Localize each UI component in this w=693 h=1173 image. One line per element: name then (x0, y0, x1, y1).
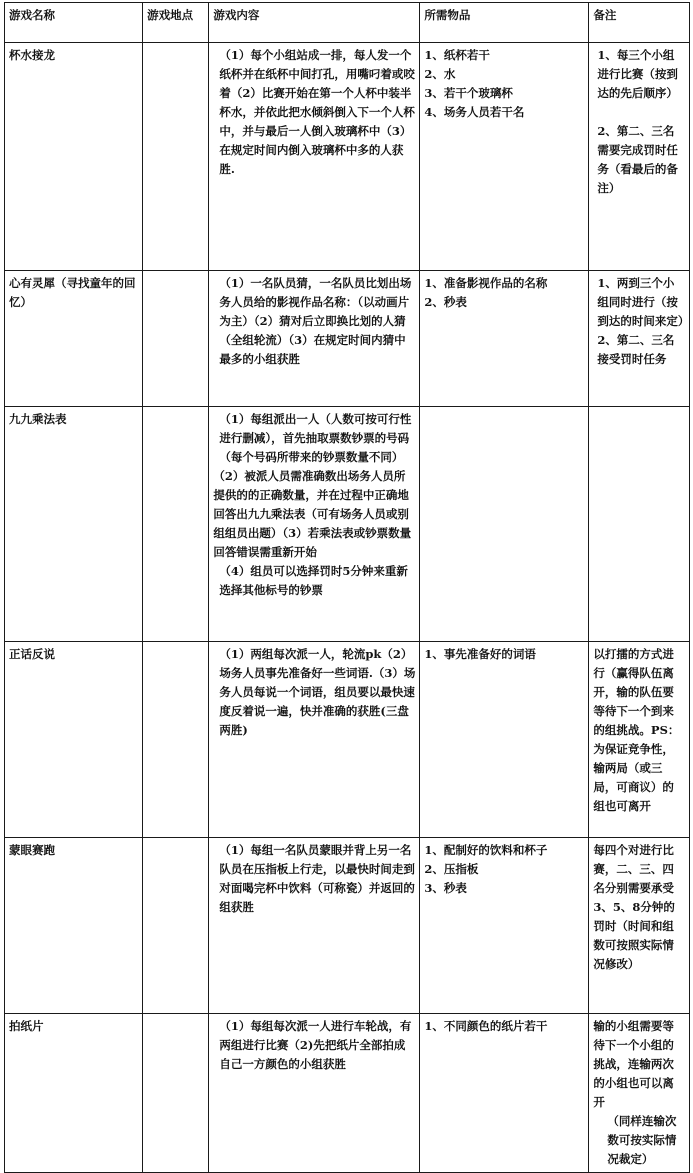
table-row (5, 642, 690, 838)
item-line: 2、压指板 (424, 862, 479, 876)
game-name-cell: 杯水接龙 (5, 43, 143, 271)
notes-cell (589, 1014, 690, 1173)
note-line: 1、每三个小组进行比赛（按到达的先后顺序） (597, 48, 678, 100)
note-spacer (593, 103, 685, 122)
game-location-cell (143, 407, 209, 642)
note-line: 2、第二、三名需要完成罚时任务（看最后的备注） (597, 124, 678, 195)
content-paragraph: （1）每组每次派一人进行车轮战，有两组进行比赛（2)先把纸片全部拍成自己一方颜色的小组获胜 (219, 1019, 412, 1071)
item-line: 1、准备影视作品的名称 (424, 276, 548, 290)
notes-cell (589, 43, 690, 271)
content-paragraph: （1）一名队员猜，一名队员比划出场务人员给的影视作品名称：（以动画片为主）（2）猜对后立即换比划的人猜（全组轮流）（3）在规定时间内猜中最多的小组获胜 (219, 276, 412, 366)
required-items-cell (420, 43, 589, 271)
game-content-cell (209, 642, 420, 838)
required-items-cell (420, 1014, 589, 1173)
table-row (5, 1014, 690, 1173)
game-content-cell (209, 43, 420, 271)
required-items-cell (420, 271, 589, 407)
item-line: 2、水 (424, 67, 456, 81)
content-paragraph: （1）每组一名队员蒙眼并背上另一名队员在压指板上行走，以最快时间走到对面喝完杯中饮料（可称瓷）并返回的组获胜 (219, 843, 415, 914)
header-game-name: 游戏名称 (5, 3, 143, 43)
notes-cell (589, 642, 690, 838)
note-line: 2、第二、三名接受罚时任务 (597, 333, 675, 366)
game-location-cell (143, 642, 209, 838)
table-row (5, 271, 690, 407)
item-line: 1、事先准备好的词语 (424, 647, 536, 661)
note-line: 以打擂的方式进行（赢得队伍离开，输的队伍要等待下一个到来的组挑战。PS：为保证竞争性，输两局（或三局，可商议）的组也可离开 (593, 647, 680, 813)
game-location-cell (143, 1014, 209, 1173)
table-row (5, 838, 690, 1014)
game-content-cell (209, 271, 420, 407)
content-paragraph: （1）每个小组站成一排，每人发一个纸杯并在纸杯中间打孔，用嘴叼着或咬着（2）比赛开始在第一个人杯中装半杯水，并依此把水倾斜倒入下一个人杯中，并与最后一人倒入玻璃杯中（3）在规定时间内倒入玻璃杯中多的人获胜. (219, 48, 415, 176)
table-row (5, 407, 690, 642)
notes-cell (589, 838, 690, 1014)
note-line: 1、两到三个小组同时进行（按到达的时间来定） (597, 276, 690, 328)
item-line: 3、若干个玻璃杯 (424, 86, 513, 100)
header-game-location: 游戏地点 (143, 3, 209, 43)
game-schedule-table (4, 2, 690, 1173)
content-paragraph: （1）两组每次派一人，轮流pk（2）场务人员事先准备好一些词语.（3）场务人员每说一个词语，组员要以最快速度反着说一遍，快并准确的获胜(三盘两胜) (219, 647, 416, 737)
required-items-cell (420, 642, 589, 838)
item-line: 1、配制好的饮料和杯子 (424, 843, 548, 857)
game-name-cell: 拍纸片 (5, 1014, 143, 1173)
required-items-cell (420, 838, 589, 1014)
game-content-cell (209, 1014, 420, 1173)
note-line: 输的小组需要等待下一个小组的挑战，连输两次的小组也可以离开 (593, 1019, 674, 1109)
game-name-cell: 蒙眼赛跑 (5, 838, 143, 1014)
required-items-cell (420, 407, 589, 642)
game-name-cell: 九九乘法表 (5, 407, 143, 642)
notes-cell (589, 407, 690, 642)
content-paragraph: （4）组员可以选择罚时5分钟来重新选择其他标号的钞票 (219, 564, 408, 597)
game-location-cell (143, 271, 209, 407)
game-location-cell (143, 43, 209, 271)
header-required-items: 所需物品 (420, 3, 589, 43)
table-row (5, 43, 690, 271)
item-line: 4、场务人员若干名 (424, 105, 525, 119)
header-notes: 备注 (589, 3, 690, 43)
game-name-cell: 心有灵犀（寻找童年的回忆） (5, 271, 143, 407)
item-line: 3、秒表 (424, 881, 467, 895)
content-paragraph: （1）每组派出一人（人数可按可行性进行删减），首先抽取票数钞票的号码（每个号码所带来的钞票数量不同） (219, 412, 412, 464)
item-line: 1、纸杯若干 (424, 48, 490, 62)
item-line: 2、秒表 (424, 295, 467, 309)
notes-cell (589, 271, 690, 407)
item-line: 1、不同颜色的纸片若干 (424, 1019, 548, 1033)
header-game-content: 游戏内容 (209, 3, 420, 43)
content-paragraph: （2）被派人员需准确数出场务人员所提供的的正确数量，并在过程中正确地回答出九九乘法表（可有场务人员或别组组员出题）（3）若乘法表或钞票数量回答错误需重新开始 (213, 469, 412, 559)
header-row (5, 3, 690, 43)
note-line: 每四个对进行比赛，二、三、四名分别需要承受3、5、8分钟的罚时（时间和组数可按照实际情况修改） (593, 843, 675, 971)
game-location-cell (143, 838, 209, 1014)
game-name-cell: 正话反说 (5, 642, 143, 838)
game-content-cell (209, 838, 420, 1014)
game-content-cell (209, 407, 420, 642)
note-line: （同样连输次数可按实际情况裁定） (607, 1114, 677, 1166)
